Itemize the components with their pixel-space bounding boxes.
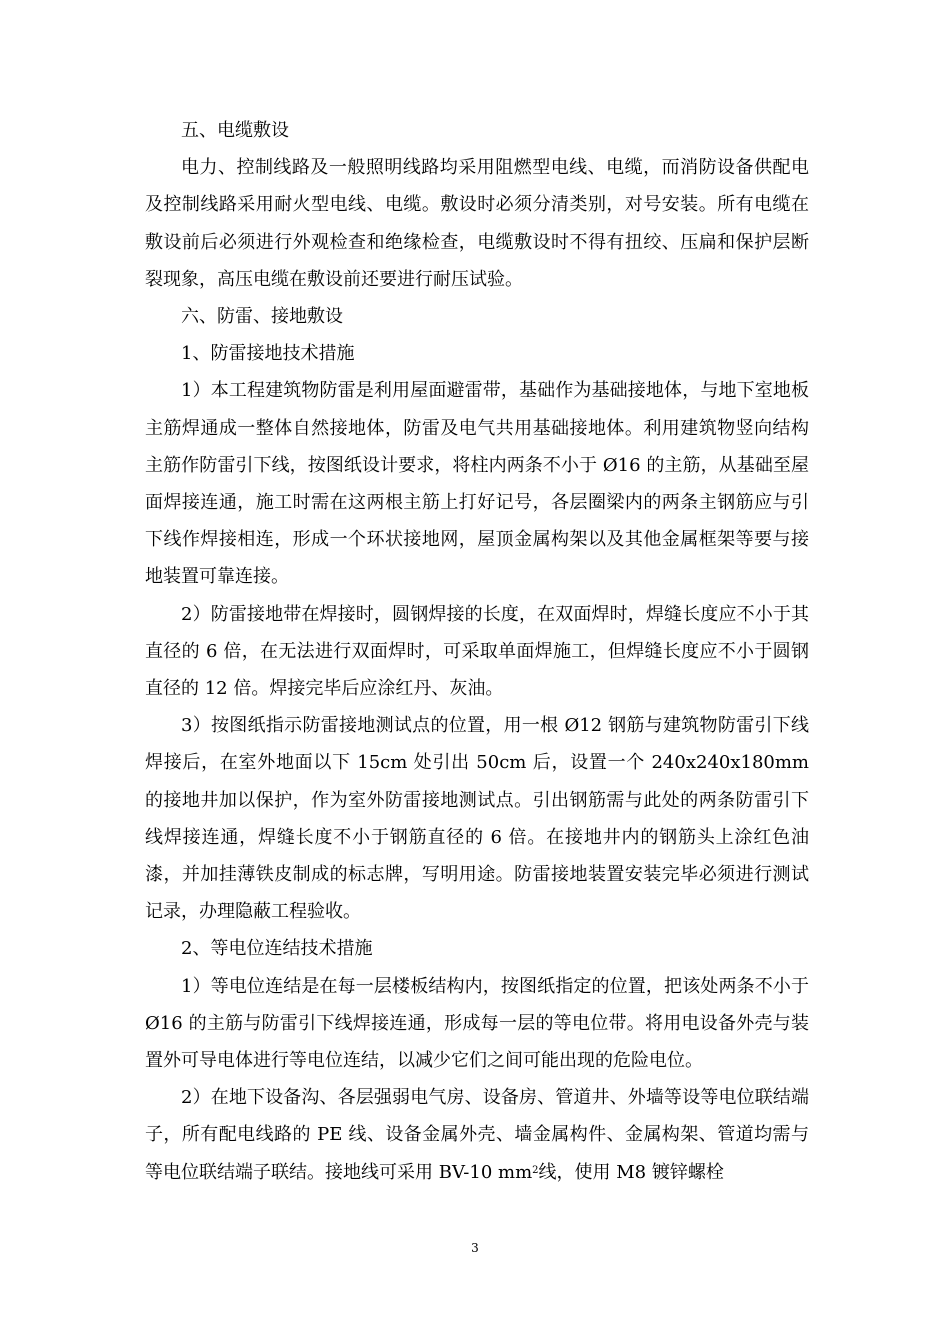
- paragraph-cable-laying: 电力、控制线路及一般照明线路均采用阻燃型电线、电缆，而消防设备供配电及控制线路采用耐火型电线、电缆。敷设时必须分清类别，对号安装。所有电缆在敷设前后必须进行外观检查和绝缘检查，电缆敷设时不得有扭绞、压扁和保护层断裂现象，高压电缆在敷设前还要进行耐压试验。: [145, 157, 809, 290]
- paragraph-lightning-item-1: 1）本工程建筑物防雷是利用屋面避雷带，基础作为基础接地体，与地下室地板主筋焊通成一整体自然接地体，防雷及电气共用基础接地体。利用建筑物竖向结构主筋作防雷引下线，按图纸设计要求，将柱内两条不小于 Ø16 的主筋，从基础至屋面焊接连通，施工时需在这两根主筋上打好记号，各层圈梁内的两条主钢筋应与引下线作焊接相连，形成一个环状接地网，屋顶金属构架以及其他金属框架等要与接地装置可靠连接。: [145, 380, 809, 588]
- paragraph-lightning-item-2: 2）防雷接地带在焊接时，圆钢焊接的长度，在双面焊时，焊缝长度应不小于其直径的 6 倍，在无法进行双面焊时，可采取单面焊施工，但焊缝长度应不小于圆钢直径的 12 倍。焊接完毕后应涂红丹、灰油。: [145, 603, 809, 700]
- page-number: 3: [471, 1241, 479, 1255]
- section-heading-lightning-grounding: 六、防雷、接地敷设: [181, 306, 343, 328]
- paragraph-lightning-item-3: 3）按图纸指示防雷接地测试点的位置，用一根 Ø12 钢筋与建筑物防雷引下线焊接后，在室外地面以下 15cm 处引出 50cm 后，设置一个 240x240x180mm 的接地井加以保护，作为室外防雷接地测试点。引出钢筋需与此处的两条防雷引下线焊接连通，焊缝长度不小于钢筋直径的 6 倍。在接地井内的钢筋头上涂红色油漆，并加挂薄铁皮制成的标志牌，写明用途。防雷接地装置安装完毕必须进行测试记录，办理隐蔽工程验收。: [145, 715, 809, 923]
- subheading-equipotential-measures: 2、等电位连结技术措施: [181, 938, 373, 960]
- paragraph-equipotential-item-2: [145, 1079, 809, 1191]
- superscript-squared: 2: [532, 1164, 539, 1176]
- paragraph-text-part: 线，使用 M8 镀锌螺栓: [538, 1161, 724, 1183]
- paragraph-equipotential-item-1: 1）等电位连结是在每一层楼板结构内，按图纸指定的位置，把该处两条不小于 Ø16 的主筋与防雷引下线焊接连通，形成每一层的等电位带。将用电设备外壳与装置外可导电体进行等电位连结，以减少它们之间可能出现的危险电位。: [145, 975, 809, 1072]
- paragraph-text-part: 2）在地下设备沟、各层强弱电气房、设备房、管道井、外墙等设等电位联结端子，所有配电线路的 PE 线、设备金属外壳、墙金属构件、金属构架、管道均需与等电位联结端子联结。接地线可采用 BV-10 mm: [145, 1087, 809, 1183]
- section-heading-cable-laying: 五、电缆敷设: [181, 120, 289, 141]
- document-body: [145, 112, 809, 1191]
- subheading-lightning-measures: 1、防雷接地技术措施: [181, 343, 355, 365]
